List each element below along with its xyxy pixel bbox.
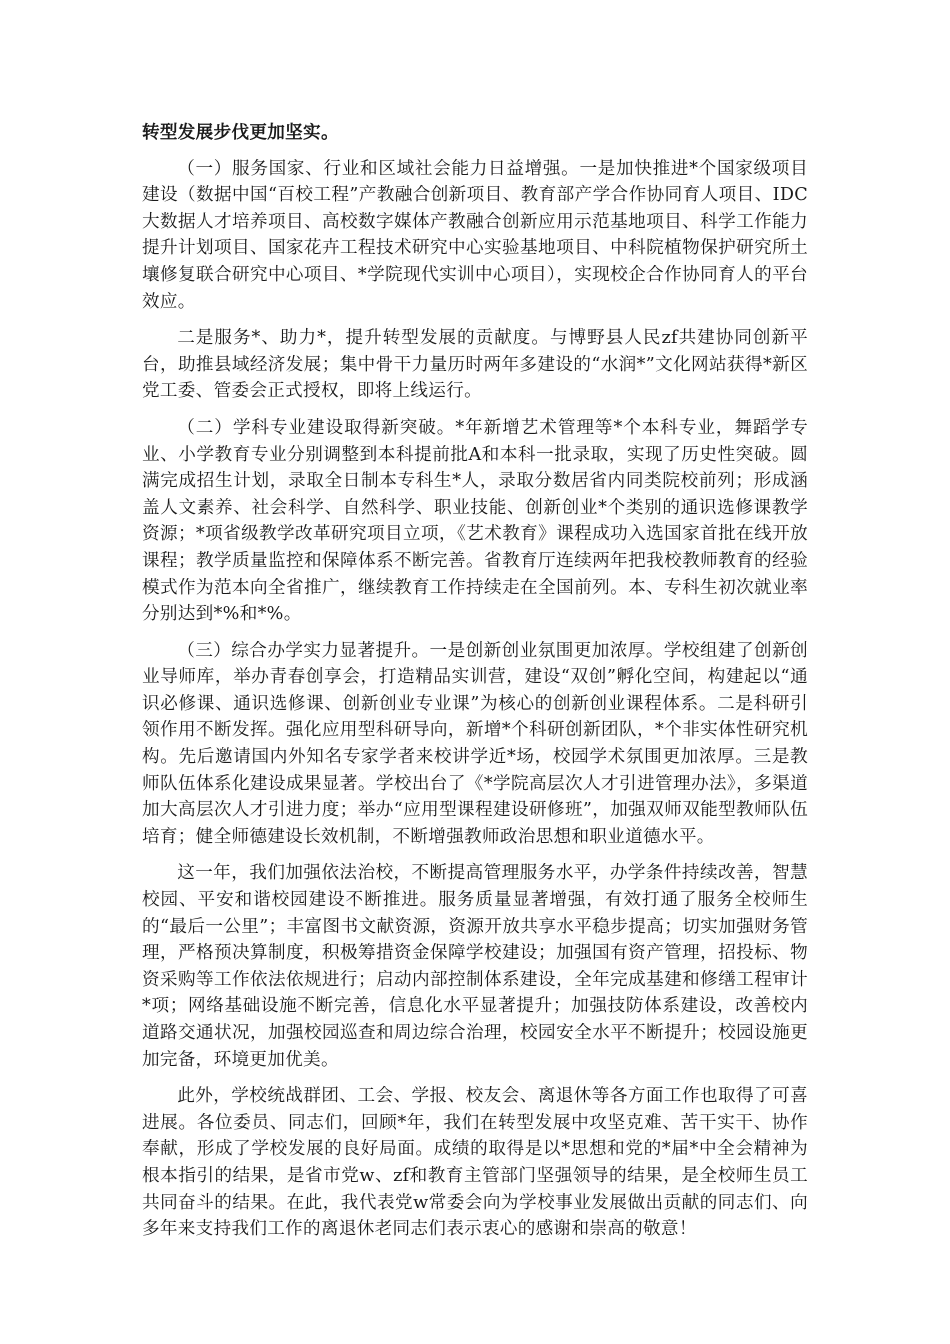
- document-body: [142, 120, 808, 1243]
- paragraph-management-service: 这一年，我们加强依法治校，不断提高管理服务水平，办学条件持续改善，智慧校园、平安和谐校园建设不断推进。服务质量显著增强，有效打通了服务全校师生的“最后一公里”；丰富图书文献资源，资源开放共享水平稳步提高；切实加强财务管理，严格预决算制度，积极筹措资金保障学校建设；加强国有资产管理，招投标、物资采购等工作依法依规进行；启动内部控制体系建设，全年完成基建和修缮工程审计*项；网络基础设施不断完善，信息化水平显著提升；加强技防体系建设，改善校内道路交通状况，加强校园巡查和周边综合治理，校园安全水平不断提升；校园设施更加完备，环境更加优美。: [142, 863, 808, 1070]
- paragraph-school-strength: （三）综合办学实力显著提升。一是创新创业氛围更加浓厚。学校组建了创新创业导师库，举办青春创享会，打造精品实训营，建设“双创”孵化空间，构建起以“通识必修课、通识选修课、创新创业专业课”为核心的创新创业课程体系。二是科研引领作用不断发挥。强化应用型科研导向，新增*个科研创新团队，*个非实体性研究机构。先后邀请国内外知名专家学者来校讲学近*场，校园学术氛围更加浓厚。三是教师队伍体系化建设成果显著。学校出台了《*学院高层次人才引进管理办法》，多渠道加大高层次人才引进力度；举办“应用型课程建设研修班”，加强双师双能型教师队伍培育；健全师德建设长效机制，不断增强教师政治思想和职业道德水平。: [142, 640, 808, 847]
- paragraph-conclusion-thanks: 此外，学校统战群团、工会、学报、校友会、离退休等各方面工作也取得了可喜进展。各位委员、同志们，回顾*年，我们在转型发展中攻坚克难、苦干实干、协作奉献，形成了学校发展的良好局面。成绩的取得是以*思想和党的*届*中全会精神为根本指引的结果，是省市党w、zf和教育主管部门坚强领导的结果，是全校师生员工共同奋斗的结果。在此，我代表党w常委会向为学校事业发展做出贡献的同志们、向多年来支持我们工作的离退休老同志们表示衷心的感谢和崇高的敬意！: [142, 1086, 808, 1240]
- section-heading: 转型发展步伐更加坚实。: [142, 123, 339, 143]
- paragraph-transformation-contribution: 二是服务*、助力*，提升转型发展的贡献度。与博野县人民zf共建协同创新平台，助推县域经济发展；集中骨干力量历时两年多建设的“水润*”文化网站获得*新区党工委、管委会正式授权，即将上线运行。: [142, 328, 808, 402]
- paragraph-service-capacity: （一）服务国家、行业和区域社会能力日益增强。一是加快推进*个国家级项目建设（数据中国“百校工程”产教融合创新项目、教育部产学合作协同育人项目、IDC大数据人才培养项目、高校数字媒体产教融合创新应用示范基地项目、科学工作能力提升计划项目、国家花卉工程技术研究中心实验基地项目、中科院植物保护研究所土壤修复联合研究中心项目、*学院现代实训中心项目），实现校企合作协同育人的平台效应。: [142, 158, 808, 312]
- paragraph-discipline-construction: （二）学科专业建设取得新突破。*年新增艺术管理等*个本科专业，舞蹈学专业、小学教育专业分别调整到本科提前批A和本科一批录取，实现了历史性突破。圆满完成招生计划，录取全日制本专科生*人，录取分数居省内同类院校前列；形成涵盖人文素养、社会科学、自然科学、职业技能、创新创业*个类别的通识选修课教学资源；*项省级教学改革研究项目立项，《艺术教育》课程成功入选国家首批在线开放课程；教学质量监控和保障体系不断完善。省教育厅连续两年把我校教师教育的经验模式作为范本向全省推广，继续教育工作持续走在全国前列。本、专科生初次就业率分别达到*%和*%。: [142, 417, 808, 625]
